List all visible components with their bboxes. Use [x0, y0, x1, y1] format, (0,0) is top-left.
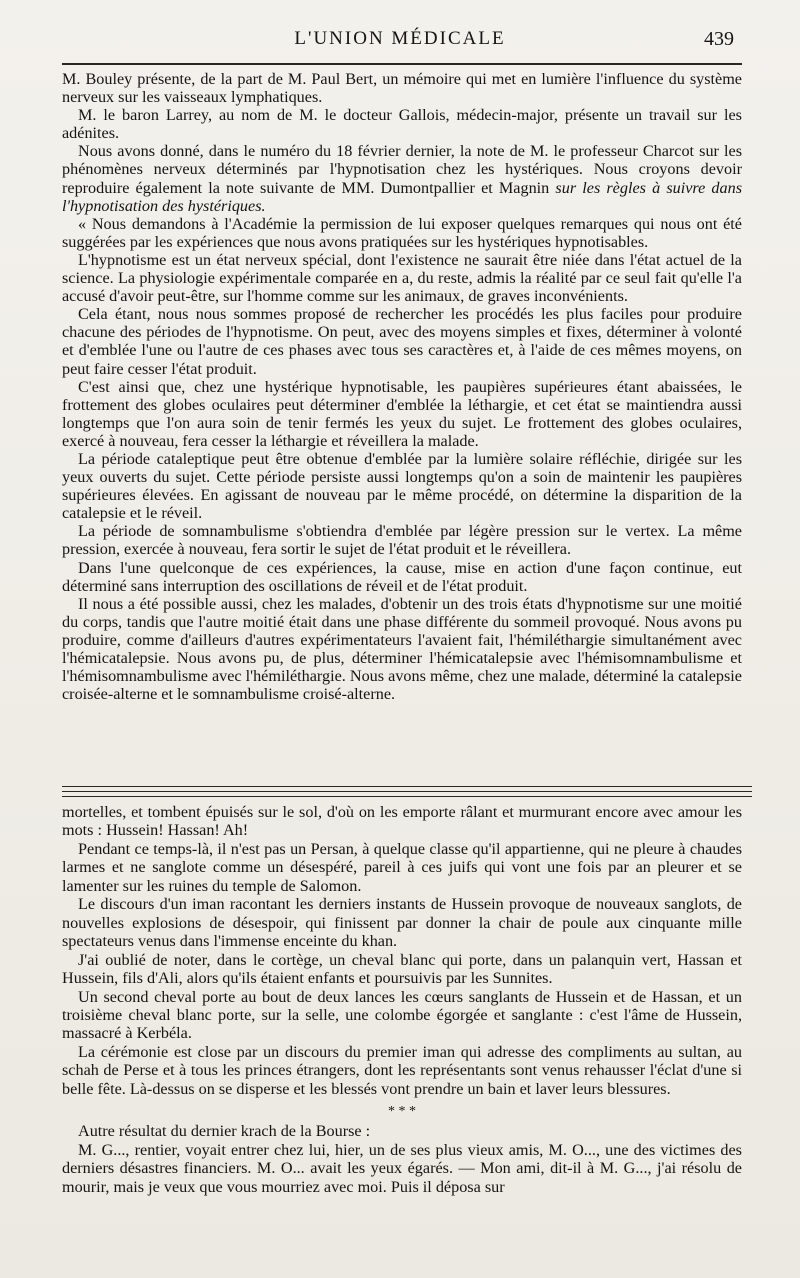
- paragraph-larrey: M. le baron Larrey, au nom de M. le docteur Gallois, médecin-major, présente un travail sur les adénites.: [62, 106, 742, 143]
- section-divider-rule: [62, 786, 752, 787]
- paragraph-charcot-text: Nous avons donné, dans le numéro du 18 février dernier, la note de M. le professeur Charcot sur les phénomènes nerveux déterminés par l'hypnotisation chez les hystériques. Nous croyons devoir reproduire également la note suivante de MM. Dumontpallier et Magnin: [62, 142, 742, 197]
- feuilleton-section: [62, 803, 742, 1196]
- journal-title: L'UNION MÉDICALE: [294, 28, 506, 49]
- paragraph-hemi-states: Il nous a été possible aussi, chez les malades, d'obtenir un des trois états d'hypnotisme sur une moitié du corps, tandis que l'autre moitié était dans une phase différente du sommeil provoqué. Nous avons pu produire, comme d'ailleurs d'autres expérimentateurs l'avaient fait, l'hémiléthargie simultanément avec l'hémicatalepsie. Nous avons pu, de plus, déterminer l'hémicatalepsie avec l'hémisomnambulisme et l'hémisomnambulisme avec l'hémiléthargie. Nous avons même, chez une malade, déterminé la catalepsie croisée-alterne et le somnambulisme croisé-alterne.: [62, 594, 742, 704]
- paragraph-somnambulism: La période de somnambulisme s'obtiendra d'emblée par légère pression sur le vertex. La même pression, exercée à nouveau, fera sortir le sujet de l'état produit et le réveillera.: [62, 522, 742, 559]
- paragraph-ceremony: La cérémonie est close par un discours du premier iman qui adresse des compliments au sultan, au schah de Perse et à tous les princes étrangers, dont les représentants sont venus rehausser l'éclat d'une si belle fête. Là-dessus on se disperse et les blessés vont prendre un bain et laver leurs blessures.: [62, 1042, 742, 1098]
- paragraph-charcot-note: [62, 142, 742, 214]
- paragraph-second-horse: Un second cheval porte au bout de deux lances les cœurs sanglants de Hussein et de Hassan, et un troisième cheval blanc porte, sur la selle, une colombe égorgée et sanglante : c'est l'âme de Hussein, massacré à Kerbéla.: [62, 987, 742, 1043]
- section-divider-rule: [62, 791, 752, 792]
- paragraph-charcot-italic: sur les règles à suivre dans l'hypnotisation des hystériques.: [62, 178, 743, 215]
- paragraph-lethargy: C'est ainsi que, chez une hystérique hypnotisable, les paupières supérieures étant abaissées, le frottement des globes oculaires peut déterminer d'emblée la léthargie, et cet état se maintiendra aussi longtemps que l'on aura soin de tenir fermés les yeux du sujet. Le frottement des globes oculaires, exercé à nouveau, fera cesser la léthargie et réveillera la malade.: [62, 377, 742, 450]
- paragraph-rentier: M. G..., rentier, voyait entrer chez lui, hier, un de ses plus vieux amis, M. O..., une des victimes des derniers désastres financiers. M. O... avait les yeux égarés. — Mon ami, dit-il à M. G..., j'ai résolu de mourir, mais je veux que vous mourriez avec moi. Puis il déposa sur: [62, 1140, 742, 1196]
- paragraph-continuous-cause: Dans l'une quelconque de ces expériences, la cause, mise en action d'une façon continue, eut déterminé sans interruption des oscillations de réveil et de l'état produit.: [62, 558, 742, 595]
- paragraph-persan: Pendant ce temps-là, il n'est pas un Persan, à quelque classe qu'il appartienne, qui ne pleure à chaudes larmes et ne sanglote comme un désespéré, pareil à ces juifs qui vont une fois par an pleurer et se lamenter sur les ruines du temple de Salomon.: [62, 839, 742, 895]
- academy-report-section: [62, 70, 742, 703]
- paragraph-bouley: M. Bouley présente, de la part de M. Paul Bert, un mémoire qui met en lumière l'influence du système nerveux sur les vaisseaux lymphatiques.: [62, 70, 742, 107]
- paragraph-krach: Autre résultat du dernier krach de la Bourse :: [78, 1122, 371, 1141]
- page-number: 439: [704, 28, 734, 50]
- paragraph-academy-request: « Nous demandons à l'Académie la permission de lui exposer quelques remarques qui nous ont été suggérées par les expériences que nous avons pratiquées sur les hystériques hypnotisables.: [62, 214, 742, 251]
- asterism-separator: * * *: [388, 1104, 416, 1120]
- running-header: [62, 28, 738, 54]
- paragraph-cortege: J'ai oublié de noter, dans le cortège, un cheval blanc qui porte, dans un palanquin vert, Hassan et Hussein, fils d'Ali, alors qu'ils étaient enfants et poursuivis par les Sunnites.: [62, 950, 742, 988]
- paragraph-iman-discourse: Le discours d'un iman racontant les derniers instants de Hussein provoque de nouveaux sanglots, de nouvelles explosions de désespoir, qui finissent par donner la chair de poule aux cinquante mille spectateurs venus dans l'immense enceinte du khan.: [62, 895, 742, 951]
- header-rule: [62, 63, 742, 65]
- paragraph-procedures: Cela étant, nous nous sommes proposé de rechercher les procédés les plus faciles pour produire chacune des périodes de l'hypnotisme. On peut, avec des moyens simples et fixes, déterminer à volonté et d'emblée l'une ou l'autre de ces phases avec tous ses caractères et, à l'aide de ces mêmes moyens, on peut faire cesser l'état produit.: [62, 305, 742, 378]
- section-divider-rule: [62, 796, 752, 797]
- paragraph-hypnotism-definition: L'hypnotisme est un état nerveux spécial, dont l'existence ne saurait être niée dans l'état actuel de la science. La physiologie expérimentale comparée en a, du reste, admis la réalité par ce seul fait qu'elle l'a accusé d'avoir peut-être, sur l'homme comme sur les animaux, de graves inconvénients.: [62, 250, 742, 306]
- paragraph-catalepsy: La période cataleptique peut être obtenue d'emblée par la lumière solaire réfléchie, dirigée sur les yeux ouverts du sujet. Cette période persiste aussi longtemps qu'on a soin de maintenir les paupières supérieures élevées. En agissant de nouveau par le même procédé, on détermine la disparition de la catalepsie et le réveil.: [62, 449, 742, 523]
- paragraph-mortelles: mortelles, et tombent épuisés sur le sol, d'où on les emporte râlant et murmurant encore avec amour les mots : Hussein! Hassan! Ah!: [62, 803, 742, 840]
